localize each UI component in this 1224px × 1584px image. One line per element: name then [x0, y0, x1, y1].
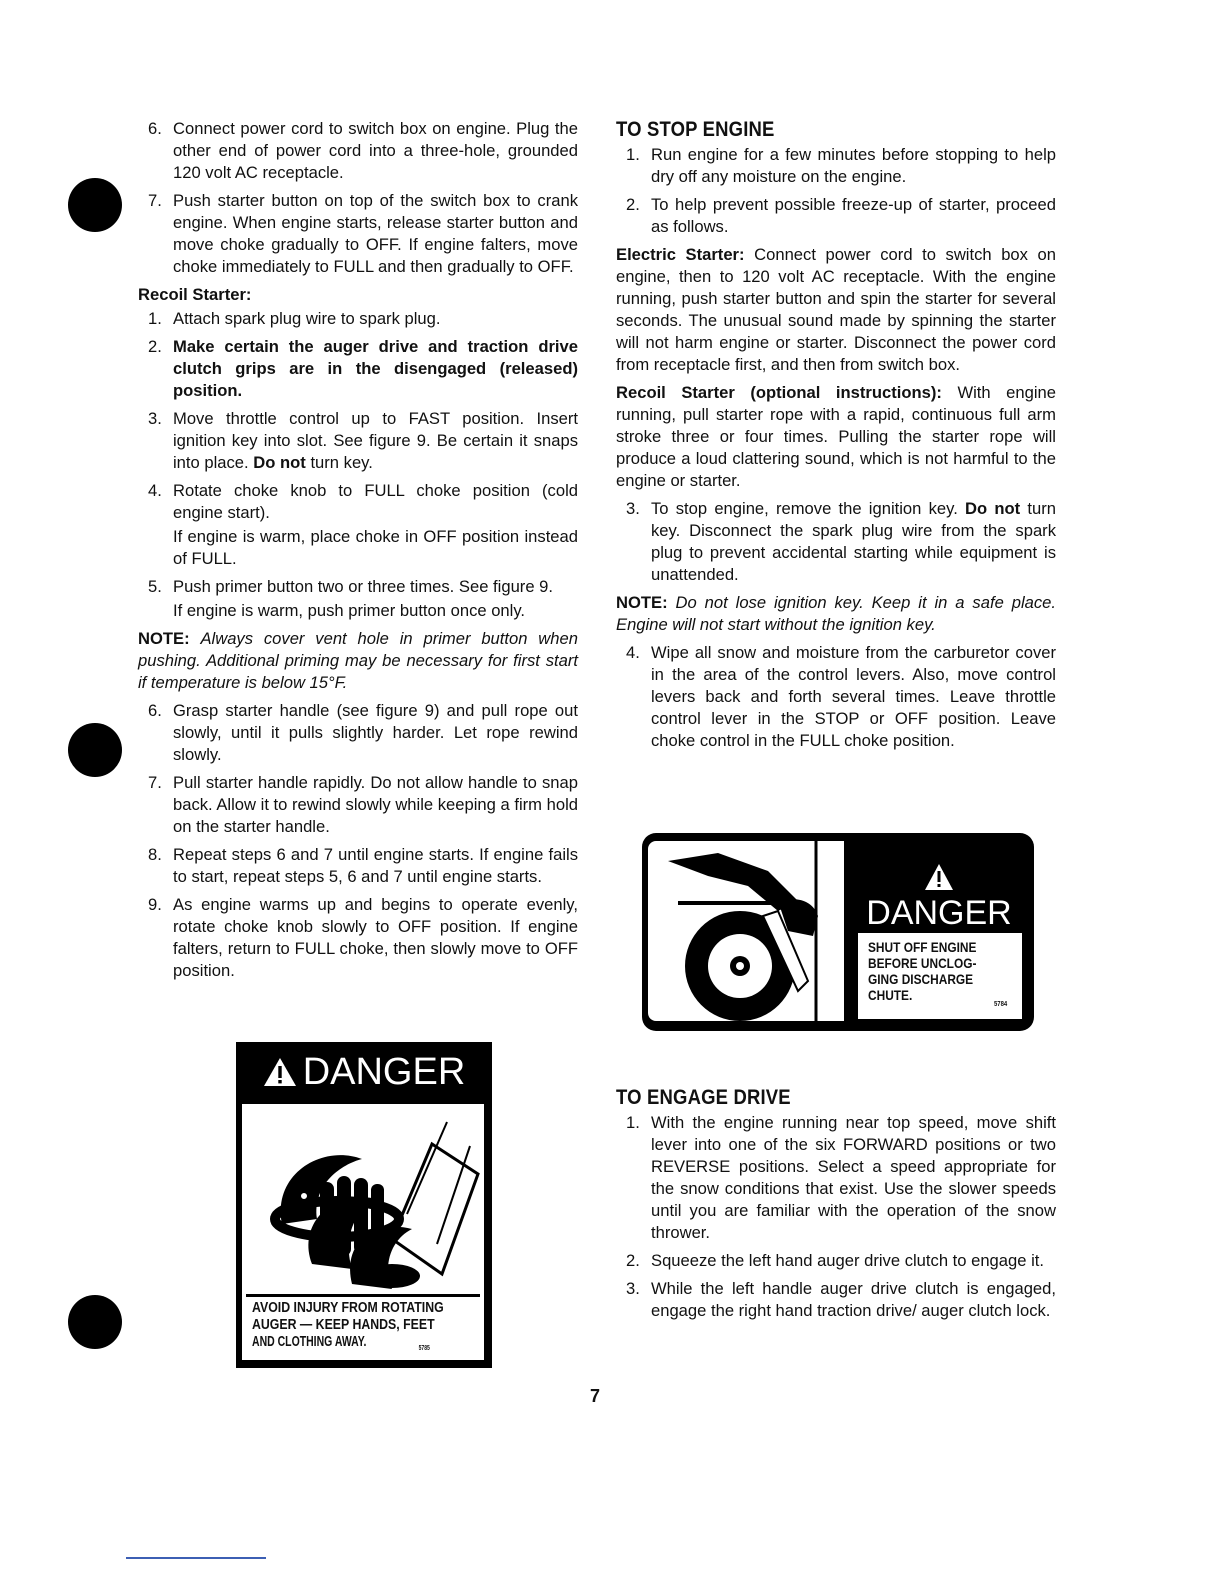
section-heading-engage-drive: TO ENGAGE DRIVE: [616, 1086, 791, 1109]
danger-label-auger: [236, 1042, 492, 1368]
list-item: 3. Move throttle control up to FAST position. Insert ignition key into slot. See figure 9. Be certain it snaps into place. Do not turn key.: [148, 409, 578, 472]
note: NOTE: Do not lose ignition key. Keep it in a safe place. Engine will not start without the ignition key.: [616, 593, 1056, 634]
list-item: 2. Squeeze the left hand auger drive clutch to engage it.: [626, 1251, 1044, 1270]
list-item: 8. Repeat steps 6 and 7 until engine starts. If engine fails to start, repeat steps 5, 6 and 7 until engine starts.: [148, 845, 578, 886]
list-item-continuation: If engine is warm, place choke in OFF position instead of FULL.: [173, 527, 578, 568]
warning-triangle-icon: [263, 1057, 297, 1087]
page-number: 7: [590, 1386, 601, 1406]
impeller-hand-icon: [648, 841, 844, 1021]
right-column: [616, 118, 1056, 758]
binder-hole: [68, 723, 122, 777]
list-item: 1. Attach spark plug wire to spark plug.: [148, 309, 441, 328]
list-item: 6. Grasp starter handle (see figure 9) and pull rope out slowly, until it pulls slightly harder. Let rope rewind slowly.: [148, 701, 578, 764]
danger-caption: AVOID INJURY FROM ROTATING AUGER — KEEP HANDS, FEET AND CLOTHING AWAY. 5785: [246, 1294, 480, 1356]
list-item: 4. Wipe all snow and moisture from the carburetor cover in the area of the control levers. Also, move control levers back and forth several times. Leave throttle control lever in the STOP or OFF position. Leave choke control in the FULL choke position.: [626, 643, 1056, 750]
electric-starter-paragraph: Electric Starter: Connect power cord to switch box on engine, then to 120 volt AC receptacle. With the engine running, push starter button and spin the starter for several seconds. The unusual sound made by spinning the starter will not harm engine or starter. Disconnect the power cord from receptacle first, and then from switch box.: [616, 245, 1056, 374]
recoil-starter-paragraph: Recoil Starter (optional instructions): With engine running, pull starter rope with a rapid, continuous full arm stroke three or four times. Pulling the starter rope will produce a loud clattering sound, which is not harmful to the engine or starter.: [616, 383, 1056, 490]
danger-label-chute: [642, 833, 1034, 1031]
list-item: 2. To help prevent possible freeze-up of starter, proceed as follows.: [626, 195, 1056, 236]
list-item: 1. With the engine running near top speed, move shift lever into one of the six FORWARD positions or two REVERSE positions. Select a speed appropriate for the snow conditions that exist. Use the slower speeds until you are familiar with the operation of the snow thrower.: [626, 1113, 1056, 1242]
list-item: 3. While the left handle auger drive clutch is engaged, engage the right hand traction drive/ auger clutch lock.: [626, 1279, 1056, 1320]
danger-title: DANGER: [866, 894, 1012, 932]
binder-hole: [68, 178, 122, 232]
note: NOTE: Always cover vent hole in primer button when pushing. Additional priming may be necessary for first start if temperature is below 15°F.: [138, 629, 578, 692]
list-item-continuation: If engine is warm, push primer button once only.: [173, 601, 526, 620]
list-item: 2. Make certain the auger drive and traction drive clutch grips are in the disengaged (released) position.: [148, 337, 578, 400]
list-item: 4. Rotate choke knob to FULL choke position (cold engine start).: [148, 481, 578, 522]
list-item: 7. Push starter button on top of the switch box to crank engine. When engine starts, release starter button and move choke gradually to OFF. If engine falters, move choke immediately to FULL and then gradually to OFF.: [148, 191, 578, 276]
list-item: 6. Connect power cord to switch box on engine. Plug the other end of power cord into a three-hole, grounded 120 volt AC receptacle.: [148, 119, 578, 182]
binder-hole: [68, 1295, 122, 1349]
right-column-lower: [616, 1086, 1056, 1328]
chute-hazard-pictogram: [648, 841, 844, 1021]
list-item: 1. Run engine for a few minutes before stopping to help dry off any moisture on the engine.: [626, 145, 1056, 186]
list-item: 7. Pull starter handle rapidly. Do not allow handle to snap back. Allow it to rewind slowly while keeping a firm hold on the starter handle.: [148, 773, 578, 836]
section-heading-stop-engine: TO STOP ENGINE: [616, 118, 775, 141]
footer-rule: [126, 1557, 266, 1559]
warning-triangle-icon: [924, 863, 954, 891]
list-item: 5. Push primer button two or three times. See figure 9.: [148, 577, 553, 596]
list-item: 3. To stop engine, remove the ignition key. Do not turn key. Disconnect the spark plug wire from the spark plug to prevent accidental starting while equipment is unattended.: [626, 499, 1056, 584]
danger-title: DANGER: [236, 1050, 492, 1094]
list-item: 9. As engine warms up and begins to operate evenly, rotate choke knob slowly to OFF position. If engine falters, return to FULL choke, then slowly move to OFF position.: [148, 895, 578, 980]
danger-text-panel: [852, 841, 1026, 1023]
danger-caption: SHUT OFF ENGINE BEFORE UNCLOG- GING DISCHARGE CHUTE. 5784: [858, 933, 1022, 1019]
left-column: [138, 118, 578, 988]
rotating-auger-hand-icon: [242, 1104, 484, 1294]
recoil-starter-heading: Recoil Starter:: [138, 285, 252, 304]
